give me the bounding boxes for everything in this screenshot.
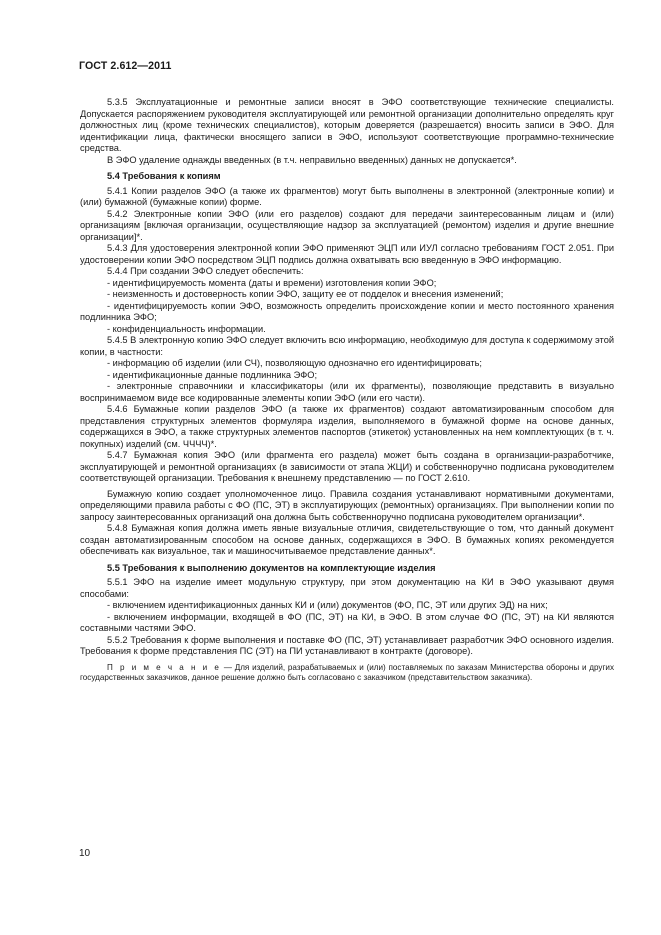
list-item: - включением информации, входящей в ФО (ПС, ЭТ) на КИ, в ЭФО. В этом случае ФО (ПС, ЭТ) на КИ являются составными частями ЭФО. xyxy=(80,611,614,633)
list-item: - идентифицируемость копии ЭФО, возможность определить происхождение копии и место постоянного хранения подлинника ЭФО; xyxy=(80,300,614,322)
list-item: - неизменность и достоверность копии ЭФО, защиту ее от подделок и внесения изменений; xyxy=(107,289,504,299)
paragraph-5-4-3: 5.4.3 Для удостоверения электронной копии ЭФО применяют ЭЦП или ИУЛ согласно требованиям ГОСТ 2.051. При удостоверении копии ЭФО посредством ЭЦП подпись должна охватывать всю введенную в ЭФО информацию. xyxy=(80,243,614,265)
list-item: - информацию об изделии (или СЧ), позволяющую однозначно его идентифицировать; xyxy=(107,358,483,368)
paragraph-5-4-5: 5.4.5 В электронную копию ЭФО следует включить всю информацию, необходимую для доступа к содержимому этой копии, в частности: xyxy=(80,335,614,357)
paragraph-5-4-7: 5.4.7 Бумажная копия ЭФО (или фрагмента его раздела) может быть создана в организации-разработчике, эксплуатирующей и ремонтной организациях (в зависимости от этапа ЖЦИ) и собственноручно подписана руководителем соответствующей организации. Требования к внешнему представлению — по ГОСТ 2.610. xyxy=(80,450,614,483)
paragraph-5-4-6: 5.4.6 Бумажные копии разделов ЭФО (а также их фрагментов) создают автоматизированным способом для представления структурных элементов формуляра изделия, выполняемого в бумажной форме на основе данных, содержащихся в ЭФО, а также структурных элементов паспортов (этикеток) установленных на нем комплектующих (в т. ч. покупных) изделий (см. ЧЧЧЧ)*. xyxy=(80,404,614,449)
list-item: - идентифицируемость момента (даты и времени) изготовления копии ЭФО; xyxy=(107,277,437,288)
list-item: - включением идентификационных данных КИ и (или) документов (ФО, ПС, ЭТ или других ЭД) на них; xyxy=(107,600,548,610)
paragraph-5-4-4: 5.4.4 При создании ЭФО следует обеспечить: xyxy=(107,266,304,276)
paragraph-paper-copy: Бумажную копию создает уполномоченное лицо. Правила создания устанавливают нормативными документами, определяющими правила работы с ФО (ПС, ЭТ) в эксплуатирующих (ремонтных) организациях. При выполнении копии по запросу заинтересованных организаций она должна быть собственноручно подписана руководителем организации*. xyxy=(80,488,614,522)
section-heading-5-4: 5.4 Требования к копиям xyxy=(107,171,221,181)
list-item: - идентификационные данные подлинника ЭФО; xyxy=(107,369,318,380)
list-item: - конфиденциальность информации. xyxy=(107,323,266,334)
page-number: 10 xyxy=(79,848,91,859)
paragraph-5-4-2: 5.4.2 Электронные копии ЭФО (или его разделов) создают для передачи заинтересованным лицам и (или) организациям [включая организации, осуществляющие надзор за эксплуатацией (ремонтом) изделия и другие внешние организации]*. xyxy=(80,208,614,242)
paragraph-5-4-1: 5.4.1 Копии разделов ЭФО (а также их фрагментов) могут быть выполнены в электронной (электронные копии) и (или) бумажной (бумажные копии) форме. xyxy=(80,185,614,207)
document-header: ГОСТ 2.612—2011 xyxy=(79,60,172,72)
list-item: - электронные справочники и классификаторы (или их фрагменты), позволяющие представить в визуально воспринимаемом виде все кодированные элементы копии ЭФО (или его части). xyxy=(80,381,614,403)
note-label: П р и м е ч а н и е xyxy=(107,662,222,672)
note-text: — Для изделий, разрабатываемых и (или) поставляемых по заказам Министерства обороны и других государственных заказчиков, данное решение должно быть согласовано с заказчиком (представительством заказчика). xyxy=(80,662,615,682)
paragraph-5-5-1: 5.5.1 ЭФО на изделие имеет модульную структуру, при этом документацию на КИ в ЭФО указывают двумя способами: xyxy=(80,577,614,599)
paragraph-5-5-2: 5.5.2 Требования к форме выполнения и поставке ФО (ПС, ЭТ) устанавливает разработчик ЭФО основного изделия. Требования к форме представления ПС (ЭТ) на ПИ устанавливают в контракте (договоре). xyxy=(80,634,614,656)
paragraph-deletion-rule: В ЭФО удаление однажды введенных (в т.ч. неправильно введенных) данных не допускается*. xyxy=(107,154,517,165)
paragraph-5-4-8: 5.4.8 Бумажная копия должна иметь явные визуальные отличия, свидетельствующие о том, что данный документ создан автоматизированным способом на основе данных, содержащихся в ЭФО. В бумажных копиях рекомендуется обеспечивать как визуальное, так и машиносчитываемое представление данных*. xyxy=(80,523,614,556)
document-body xyxy=(80,97,614,684)
note-paragraph xyxy=(80,663,614,684)
paragraph-5-3-5: 5.3.5 Эксплуатационные и ремонтные записи вносят в ЭФО соответствующие технические специалисты. Допускается распоряжением руководителя эксплуатирующей или ремонтной организации дополнительно определять круг должностных лиц (кроме технических специалистов), которым доверяется (разрешается) вносить записи в ЭФО. Для идентификации лица, фактически вносящего записи в ЭФО, используют соответствующие программно-технические средства. xyxy=(80,97,614,153)
section-heading-5-5: 5.5 Требования к выполнению документов на комплектующие изделия xyxy=(107,562,436,573)
